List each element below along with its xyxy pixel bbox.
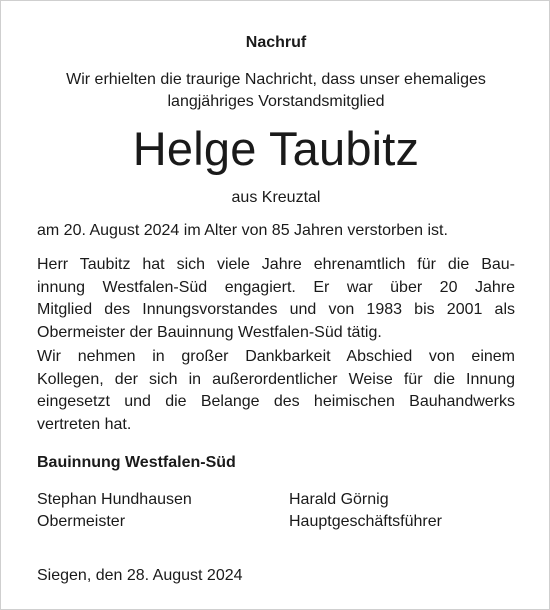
death-date-line: am 20. August 2024 im Alter von 85 Jahren verstorben ist. <box>37 222 448 239</box>
deceased-name: Helge Taubitz <box>132 122 420 175</box>
organization-name: Bauinnung Westfalen-Süd <box>37 454 236 471</box>
deceased-origin: aus Kreuztal <box>231 189 321 206</box>
paragraph-line: Obermeister der Bauinnung Westfalen-Süd tätig. <box>37 323 382 341</box>
tribute-paragraph <box>37 254 515 344</box>
signatory-name: Harald Görnig <box>289 491 389 508</box>
signatory-right <box>289 489 442 533</box>
intro-line: langjähriges Vorstandsmitglied <box>167 93 385 110</box>
paragraph-line: Mitglied des Innungsvorstandes und von 1983 bis 2001 als <box>37 301 515 318</box>
paragraph-line: Kollegen, der sich in außerordentlicher Weise für die Innung <box>37 370 515 388</box>
paragraph-line: Herr Taubitz hat sich viele Jahre ehrenamtlich für die Bau- <box>37 256 515 273</box>
paragraph-line: Wir nehmen in großer Dankbarkeit Abschied von einem <box>37 348 515 365</box>
signatory-title: Hauptgeschäftsführer <box>289 513 442 530</box>
notice-heading: Nachruf <box>245 34 307 51</box>
intro-line: Wir erhielten die traurige Nachricht, dass unser ehemaliges <box>66 71 486 88</box>
signatory-left <box>37 489 192 533</box>
signatory-name: Stephan Hundhausen <box>37 491 192 508</box>
paragraph-line: eingesetzt und die Belange des heimischen Bauhandwerks <box>37 393 515 410</box>
intro-text <box>1 69 550 113</box>
paragraph-line: vertreten hat. <box>37 415 132 433</box>
place-and-date: Siegen, den 28. August 2024 <box>37 567 243 584</box>
farewell-paragraph <box>37 346 515 436</box>
paragraph-line: innung Westfalen-Süd engagiert. Er war über 20 Jahre <box>37 278 515 296</box>
signatory-title: Obermeister <box>37 513 126 530</box>
